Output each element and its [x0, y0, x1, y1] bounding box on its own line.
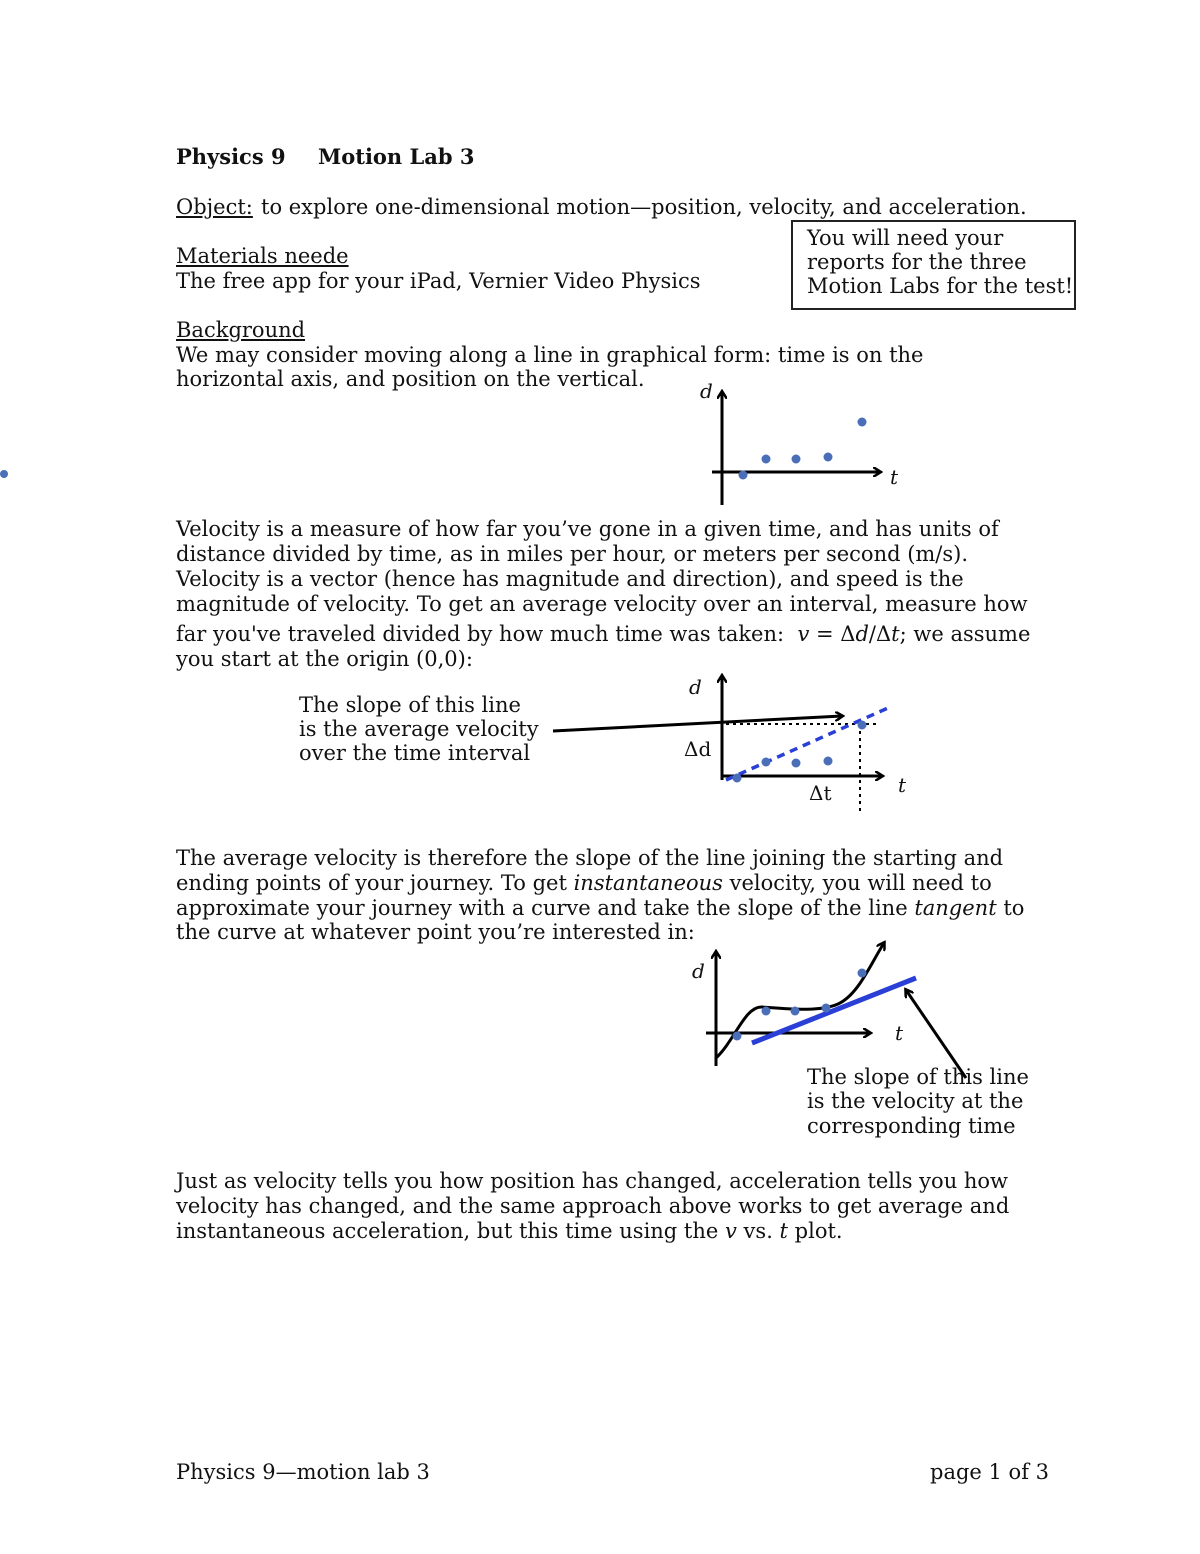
graph-average-velocity: [553, 675, 907, 815]
background-line: We may consider moving along a line in graphical form: time is on the: [176, 343, 924, 367]
tangent-word: tangent: [914, 896, 997, 920]
avg-text: approximate your journey with a curve and take the slope of the line: [176, 896, 915, 920]
formula-eq: = Δ: [809, 622, 856, 646]
data-point: [858, 418, 867, 427]
pointer-arrow: [906, 990, 966, 1078]
data-point: [792, 759, 801, 768]
velocity-line: you start at the origin (0,0):: [176, 647, 473, 671]
footer-right: page 1 of 3: [930, 1460, 1049, 1484]
formula-slash: /Δ: [868, 622, 892, 646]
velocity-line: Velocity is a measure of how far you’ve gone in a given time, and has units of: [176, 517, 999, 541]
accel-text: vs.: [736, 1219, 780, 1243]
accel-text: instantaneous acceleration, but this time using the: [176, 1219, 725, 1243]
data-point: [733, 774, 742, 783]
data-point: [762, 1007, 771, 1016]
data-point: [791, 1007, 800, 1016]
accel-text: plot.: [788, 1219, 843, 1243]
background-line: horizontal axis, and position on the vertical.: [176, 367, 645, 391]
graph-position: [700, 379, 899, 505]
data-point: [858, 969, 867, 978]
velocity-line: Velocity is a vector (hence has magnitude and direction), and speed is the: [176, 567, 964, 591]
d-axis-label: d: [700, 379, 713, 403]
avg-text: ending points of your journey. To get: [176, 871, 574, 895]
callout-line: reports for the three: [807, 250, 1027, 274]
course-title: Physics 9: [176, 144, 286, 169]
accel-line: Just as velocity tells you how position has changed, acceleration tells you how: [176, 1169, 1009, 1193]
formula-d: d: [855, 622, 869, 646]
formula-v: v: [797, 622, 810, 646]
data-point: [858, 721, 867, 730]
tangent-label-line: corresponding time: [807, 1114, 1016, 1138]
velocity-line: magnitude of velocity. To get an average velocity over an interval, measure how: [176, 592, 1028, 616]
data-point: [824, 453, 833, 462]
data-point: [739, 471, 748, 480]
t-axis-label: t: [895, 1021, 904, 1045]
accel-v: v: [725, 1219, 737, 1243]
tangent-label-line: is the velocity at the: [807, 1089, 1024, 1113]
callout-line: You will need your: [807, 226, 1004, 250]
formula-t: t: [891, 622, 900, 646]
avg-line: The average velocity is therefore the slope of the line joining the starting and: [176, 846, 1004, 870]
data-point: [822, 1004, 831, 1013]
data-point: [792, 455, 801, 464]
slope-label-line: The slope of this line: [299, 693, 521, 717]
avg-text: to: [996, 896, 1025, 920]
data-point: [762, 758, 771, 767]
object-label: Object:: [176, 195, 253, 219]
tangent-label-line: The slope of this line: [807, 1065, 1029, 1089]
instantaneous-word: instantaneous: [573, 871, 723, 895]
t-axis-label: t: [898, 773, 907, 797]
t-axis-label: t: [890, 465, 899, 489]
velocity-line: distance divided by time, as in miles per hour, or meters per second (m/s).: [176, 542, 969, 566]
lab-title: Motion Lab 3: [318, 144, 475, 169]
d-axis-label: d: [689, 675, 702, 699]
delta-d-label: Δd: [684, 737, 712, 761]
d-axis-label: d: [692, 959, 705, 983]
graph-instantaneous-velocity: [692, 943, 966, 1078]
avg-line: the curve at whatever point you’re interested in:: [176, 920, 695, 944]
data-point: [762, 455, 771, 464]
callout-line: Motion Labs for the test!: [807, 274, 1074, 298]
data-point: [733, 1032, 742, 1041]
materials-text: The free app for your iPad, Vernier Video Physics: [176, 269, 701, 293]
background-heading: Background: [176, 318, 306, 342]
object-text: to explore one-dimensional motion—position, velocity, and acceleration.: [261, 195, 1027, 219]
footer-left: Physics 9—motion lab 3: [176, 1460, 430, 1484]
velocity-line: far you've traveled divided by how much time was taken:: [176, 622, 785, 646]
accel-t: t: [779, 1219, 788, 1243]
data-point: [824, 757, 833, 766]
accel-line: velocity has changed, and the same approach above works to get average and: [176, 1194, 1010, 1218]
slope-label-line: over the time interval: [299, 741, 531, 765]
slope-label-line: is the average velocity: [299, 717, 539, 741]
formula-tail: ; we assume: [899, 622, 1031, 646]
delta-t-label: Δt: [809, 781, 832, 805]
avg-text: velocity, you will need to: [722, 871, 992, 895]
materials-heading: Materials neede: [176, 244, 349, 268]
